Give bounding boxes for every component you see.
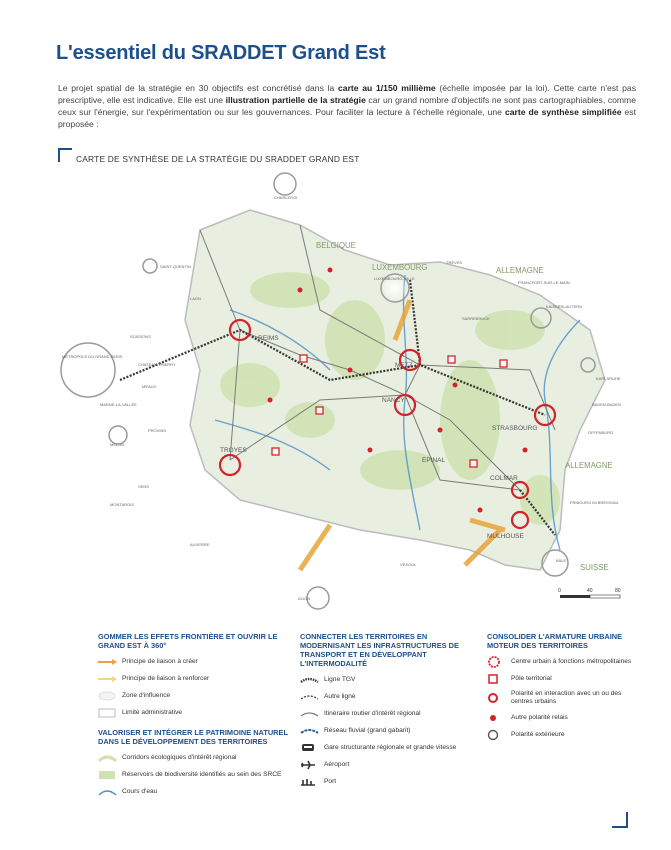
city-label: SARREBRUCK [462, 316, 490, 321]
city-label: MONTARGIS [110, 502, 134, 507]
city-label: MELUN [110, 442, 125, 447]
city-label: KAISERSLAUTERN [546, 304, 583, 309]
scale-label: 40 [587, 588, 593, 594]
city-label: DIJON [298, 596, 310, 601]
city-label: BADEN-BADEN [592, 402, 621, 407]
city-label: SENS [138, 484, 149, 489]
airplane-icon [300, 759, 324, 770]
country-label: LUXEMBOURG [372, 263, 428, 272]
legend-item: Corridors écologiques d'intérêt régional [98, 752, 288, 763]
city-label: FRANCFORT-SUR-LE-MAIN [518, 280, 570, 285]
legend-item: Polarité extérieure [487, 729, 637, 740]
scale-bar [558, 588, 621, 598]
city-label: BÂLE [556, 558, 567, 563]
legend-item: Aéroport [300, 759, 480, 770]
legend-heading: GOMMER LES EFFETS FRONTIÈRE ET OUVRIR LE GRAND EST À 360° [98, 632, 278, 650]
map-section-title: CARTE DE SYNTHÈSE DE LA STRATÉGIE DU SRADDET GRAND EST [76, 154, 360, 164]
legend-item: Itinéraire routier d'intérêt régional [300, 708, 480, 719]
legend-heading: CONSOLIDER L'ARMATURE URBAINE MOTEUR DES TERRITOIRES [487, 632, 623, 650]
country-label: SUISSE [580, 563, 609, 572]
city-label: MULHOUSE [487, 533, 524, 540]
city-label: STRASBOURG [492, 425, 538, 432]
city-label: TROYES [220, 447, 247, 454]
port-icon [300, 776, 324, 787]
page-corner-mark [612, 812, 628, 828]
city-label: OFFENBURG [588, 430, 614, 435]
legend-item: Réseau fluvial (grand gabarit) [300, 725, 480, 736]
city-label: SOISSONS [130, 334, 151, 339]
city-label: COLMAR [490, 475, 518, 482]
city-label: REIMS [258, 335, 279, 342]
legend-item: Principe de liaison à renforcer [98, 673, 288, 684]
city-label: LAON [190, 296, 201, 301]
legend-heading: CONNECTER LES TERRITOIRES EN MODERNISANT LES INFRASTRUCTURES DE TRANSPORT ET EN DÉVELOPPANT L'INTERMODALITÉ [300, 632, 459, 668]
city-label: SAINT-QUENTIN [160, 264, 191, 269]
legend-item: Réservoirs de biodiversité identifiés au sein des SRCE [98, 769, 288, 780]
city-label: CHARLEROI [274, 195, 298, 200]
legend-column-transport [300, 632, 480, 793]
legend-item: Autre ligne [300, 691, 480, 702]
city-label: MEAUX [142, 384, 157, 389]
city-label: MARNE-LA-VALLÉE [100, 402, 137, 407]
legend-heading: VALORISER ET INTÉGRER LE PATRIMOINE NATUREL DANS LE DÉVELOPPEMENT DES TERRITOIRES [98, 728, 288, 746]
synthesis-map [0, 170, 671, 620]
city-label: FRIBOURG IM BREISGAU [570, 500, 619, 505]
city-label: METZ [395, 362, 413, 369]
legend-item: Cours d'eau [98, 786, 288, 797]
country-label: BELGIQUE [316, 241, 356, 250]
legend-item: Zone d'influence [98, 690, 288, 701]
intro-paragraph: Le projet spatial de la stratégie en 30 objectifs est concrétisé dans la carte au 1/150 millième (échelle imposée par la loi). Cette carte n'est pas prescriptive, elle est indicative. Elle est une illustration partielle de la stratégie car un grand nombre d'objectifs ne sont pas cartographiables, comme ceux sur l'énergie, sur l'expérimentation ou sur les gouvernances. Pour faciliter la lecture à l'échelle régionale, une carte de synthèse simplifiée est proposée : [58, 83, 636, 129]
city-label: NANCY [382, 397, 405, 404]
country-label: ALLEMAGNE [565, 461, 613, 470]
legend-column-urban [487, 632, 637, 746]
city-label: VESOUL [400, 562, 417, 567]
city-label: CHATEAU-THIERRY [138, 362, 176, 367]
legend-item: Pôle territorial [487, 673, 637, 684]
legend-item: Principe de liaison à créer [98, 656, 288, 667]
city-label: EPINAL [422, 457, 446, 464]
city-label: PROVINS [148, 428, 167, 433]
legend-column-borders [98, 632, 288, 803]
city-label: TRÈVES [446, 260, 463, 265]
legend-item: Ligne TGV [300, 674, 480, 685]
city-label: MÉTROPOLE DU GRAND PARIS [62, 354, 123, 359]
city-label: KARLSRUHE [596, 376, 621, 381]
country-label: ALLEMAGNE [496, 266, 544, 275]
city-label: LUXEMBOURG-VILLE [374, 276, 415, 281]
legend-item: Centre urbain à fonctions métropolitaines [487, 656, 637, 667]
page-title: L'essentiel du SRADDET Grand Est [56, 42, 386, 64]
legend-item: Port [300, 776, 480, 787]
legend-item: Limite administrative [98, 707, 288, 718]
legend-item: Polarité en interaction avec un ou des centres urbains [487, 690, 637, 706]
section-corner-mark [58, 148, 72, 162]
legend-item: Gare structurante régionale et grande vitesse [300, 742, 480, 753]
city-label: AUXERRE [190, 542, 210, 547]
scale-label: 0 [558, 588, 561, 594]
scale-label: 80 [615, 588, 621, 594]
legend-item: Autre polarité relais [487, 712, 637, 723]
train-icon [300, 742, 324, 753]
